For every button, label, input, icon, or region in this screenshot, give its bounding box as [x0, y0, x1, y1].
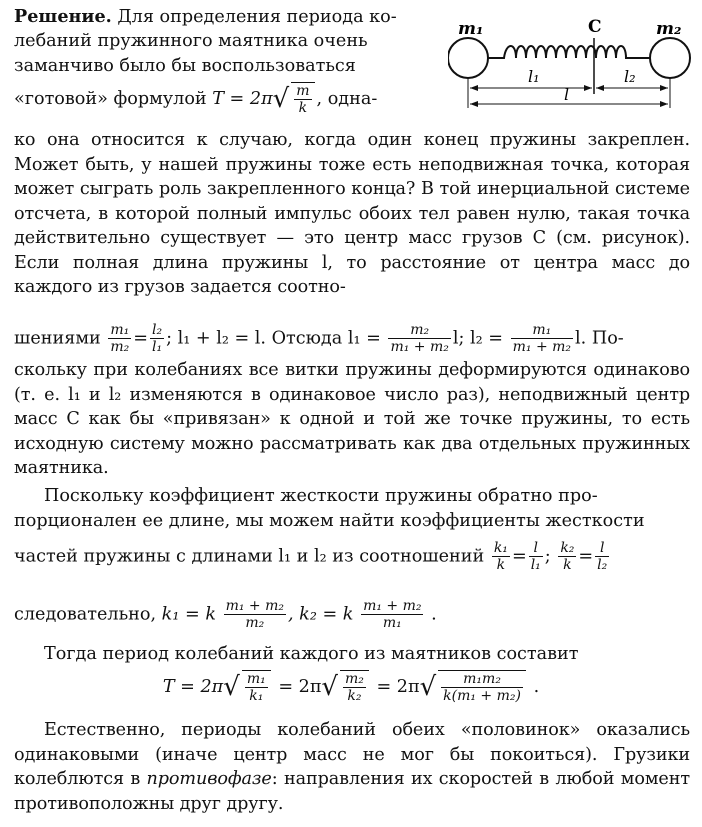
mass-1	[448, 38, 488, 78]
para1-line1: Решение. Для определения периода ко-	[14, 6, 397, 27]
para2-line2: порционален ее длине, мы можем найти коэффициенты жесткости	[14, 511, 645, 531]
para2-line1: Поскольку коэффициент жесткости пружины обратно про-	[44, 486, 598, 506]
label-m2: m₂	[656, 19, 682, 39]
para4: Естественно, периоды колебаний обеих «половинок» оказались одинаковыми (иначе центр масс не мог бы покоиться). Грузики колеблются в противофазе: направления их скоростей в любой момент противоположны друг другу.	[14, 720, 691, 814]
para2-line4: следовательно, k₁ = k $\frac{\text{m₁ + m₂}}{\text{m₂}}$ , k₂ = k $\frac{\text{m₁ + m₂}}{\text{m₁}}$ .	[14, 598, 437, 631]
label-l: l	[564, 85, 570, 104]
para1-body: ко она относится к случаю, когда один конец пружины закреплен. Может быть, у нашей пружины тоже есть неподвижная точка, которая может сыграть роль закрепленного конца? В той инерциальной системе отсчета, в которой полный импульс обоих тел равен нулю, такая точка действительно существует — это центр масс грузов C (см. рисунок). Если полная длина пружины l, то расстояние от центра масс до каждого из грузов задается соотно-	[14, 130, 690, 297]
spring-figure	[448, 12, 698, 122]
label-C: C	[588, 17, 602, 37]
para1-line3: заманчиво было бы воспользоваться	[14, 56, 356, 76]
spring	[488, 46, 650, 58]
para2-line3: частей пружины с длинами l₁ и l₂ из соотношений $\frac{\text{k₁}}{k}$ = $\frac{l}{\text{l₁}}$ ; $\frac{\text{k₂}}{k}$ = $\frac{l}{\text{l₂}}$	[14, 540, 608, 573]
para3-formula: T = 2π√ $\frac{\text{m₁}}{\text{k₁}}$ = 2π√ $\frac{\text{m₂}}{\text{k₂}}$ = 2π√ $\frac{\text{m₁m₂}}{\text{k(m₁ + m₂)}}$ .	[162, 671, 540, 704]
para1-line2: лебаний пружинного маятника очень	[14, 31, 368, 51]
para1-body2: скольку при колебаниях все витки пружины деформируются одинаково (т. е. l₁ и l₂ изменяются в одинаковое число раз), неподвижный центр масс C как бы «привязан» к одной и той же точке пружины, то есть исходную систему можно рассматривать как два отдельных пружинных маятника.	[14, 360, 690, 478]
label-m1: m₁	[458, 19, 484, 39]
mass-2	[650, 38, 690, 78]
label-l2: l₂	[624, 67, 636, 86]
para1-ratio-line: шениями $\frac{\text{m₁}}{\text{m₂}}$ = $\frac{\text{l₂}}{\text{l₁}}$ ; l₁ + l₂ = l. Отсюда l₁ = $\frac{\text{m₂}}{\text{m₁ + m₂}}$ l; l₂ = $\frac{\text{m₁}}{\text{m₁ + m₂}}$ l. По-	[14, 322, 624, 355]
para1-line4: «готовой» формулой T = 2π√ $\frac{m}{k}$ , одна-	[14, 83, 378, 116]
para3-line1: Тогда период колебаний каждого из маятников составит	[44, 644, 579, 664]
label-l1: l₁	[528, 67, 540, 86]
